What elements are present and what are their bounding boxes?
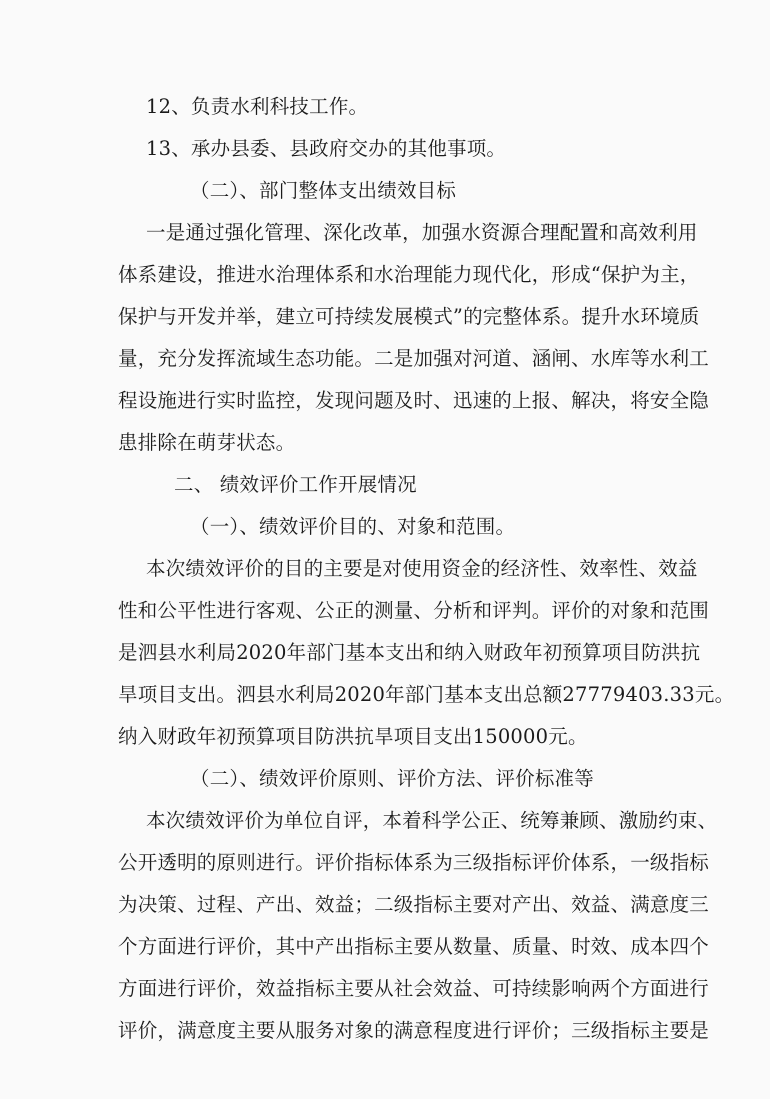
subsection-heading-purpose: （一）、绩效评价目的、对象和范围。 <box>190 515 516 538</box>
section-heading-performance-goals: （二）、部门整体支出绩效目标 <box>190 179 457 202</box>
paragraph-line: 个方面进行评价，其中产出指标主要从数量、质量、时效、成本四个 <box>118 935 710 958</box>
list-item-12: 12、负责水利科技工作。 <box>146 95 369 118</box>
paragraph-line: 一是通过强化管理、深化改革，加强水资源合理配置和高效利用 <box>146 221 698 244</box>
paragraph-line: 评价，满意度主要从服务对象的满意程度进行评价；三级指标主要是 <box>118 1019 710 1042</box>
paragraph-line: 量，充分发挥流域生态功能。二是加强对河道、涵闸、水库等水利工 <box>118 347 710 370</box>
paragraph-line: 旱项目支出。泗县水利局2020年部门基本支出总额27779403.33元。 <box>118 683 735 706</box>
paragraph-line: 保护与开发并举，建立可持续发展模式”的完整体系。提升水环境质 <box>118 305 700 328</box>
subsection-heading-principles: （二）、绩效评价原则、评价方法、评价标准等 <box>190 767 594 790</box>
paragraph-line: 纳入财政年初预算项目防洪抗旱项目支出150000元。 <box>118 725 588 748</box>
paragraph-line: 程设施进行实时监控，发现问题及时、迅速的上报、解决，将安全隐 <box>118 389 710 412</box>
section-heading-evaluation: 二、 绩效评价工作开展情况 <box>174 473 417 496</box>
paragraph-line: 体系建设，推进水治理体系和水治理能力现代化，形成“保护为主， <box>118 263 700 286</box>
list-item-13: 13、承办县委、县政府交办的其他事项。 <box>146 137 507 160</box>
paragraph-line: 性和公平性进行客观、公正的测量、分析和评判。评价的对象和范围 <box>118 599 710 622</box>
paragraph-line: 为决策、过程、产出、效益；二级指标主要对产出、效益、满意度三 <box>118 893 710 916</box>
paragraph-line: 本次绩效评价为单位自评，本着科学公正、统筹兼顾、激励约束、 <box>146 809 718 832</box>
paragraph-line: 是泗县水利局2020年部门基本支出和纳入财政年初预算项目防洪抗 <box>118 641 701 664</box>
paragraph-line: 本次绩效评价的目的主要是对使用资金的经济性、效率性、效益 <box>146 557 698 580</box>
paragraph-line: 患排除在萌芽状态。 <box>118 431 296 454</box>
paragraph-line: 公开透明的原则进行。评价指标体系为三级指标评价体系，一级指标 <box>118 851 710 874</box>
paragraph-line: 方面进行评价，效益指标主要从社会效益、可持续影响两个方面进行 <box>118 977 710 1000</box>
